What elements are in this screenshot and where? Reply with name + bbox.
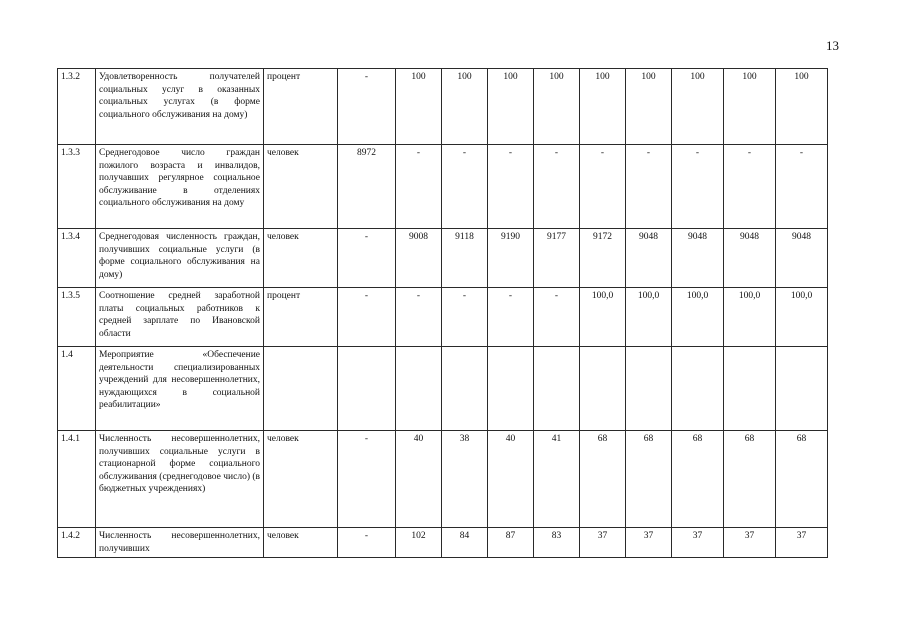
value-cell: 37 <box>724 528 776 558</box>
indicator-name-cell: Среднегодовое число граждан пожилого возраста и инвалидов, получавших регулярное социальное обслуживание в отделениях социального обслуживания на дому <box>96 145 264 229</box>
table-row <box>58 347 828 431</box>
indicator-name-cell: Соотношение средней заработной платы социальных работников к средней зарплате по Ивановской области <box>96 288 264 347</box>
indicator-name-cell: Мероприятие «Обеспечение деятельности специализированных учреждений для несовершеннолетних, нуждающихся в социальной реабилитации» <box>96 347 264 431</box>
value-cell <box>338 347 396 431</box>
value-cell <box>488 347 534 431</box>
row-number-cell: 1.3.2 <box>58 69 96 145</box>
table-row <box>58 69 828 145</box>
value-cell: 37 <box>672 528 724 558</box>
value-cell <box>776 347 828 431</box>
unit-cell: человек <box>264 145 338 229</box>
value-cell: - <box>488 145 534 229</box>
value-cell: 100 <box>672 69 724 145</box>
value-cell: 9118 <box>442 229 488 288</box>
value-cell: 83 <box>534 528 580 558</box>
value-cell: - <box>396 145 442 229</box>
unit-cell: человек <box>264 431 338 528</box>
value-cell: 68 <box>580 431 626 528</box>
indicators-table <box>57 68 828 558</box>
value-cell: 100 <box>442 69 488 145</box>
value-cell: - <box>338 431 396 528</box>
value-cell: 41 <box>534 431 580 528</box>
value-cell: 8972 <box>338 145 396 229</box>
value-cell: - <box>338 229 396 288</box>
row-number-cell: 1.3.4 <box>58 229 96 288</box>
value-cell <box>724 347 776 431</box>
table-row <box>58 431 828 528</box>
value-cell: 100 <box>626 69 672 145</box>
value-cell: - <box>626 145 672 229</box>
value-cell: - <box>776 145 828 229</box>
value-cell: - <box>724 145 776 229</box>
value-cell: 100,0 <box>626 288 672 347</box>
value-cell: 9177 <box>534 229 580 288</box>
row-number-cell: 1.4.2 <box>58 528 96 558</box>
unit-cell: человек <box>264 229 338 288</box>
table-row <box>58 288 828 347</box>
value-cell: 68 <box>626 431 672 528</box>
value-cell: 100,0 <box>776 288 828 347</box>
value-cell <box>672 347 724 431</box>
unit-cell: процент <box>264 69 338 145</box>
value-cell: 100,0 <box>724 288 776 347</box>
value-cell: 100,0 <box>672 288 724 347</box>
value-cell: 9190 <box>488 229 534 288</box>
value-cell: 37 <box>580 528 626 558</box>
value-cell: 38 <box>442 431 488 528</box>
value-cell <box>442 347 488 431</box>
value-cell: 9172 <box>580 229 626 288</box>
unit-cell <box>264 347 338 431</box>
value-cell: 100,0 <box>580 288 626 347</box>
row-number-cell: 1.3.5 <box>58 288 96 347</box>
value-cell: - <box>338 69 396 145</box>
value-cell: 40 <box>488 431 534 528</box>
value-cell <box>626 347 672 431</box>
unit-cell: процент <box>264 288 338 347</box>
value-cell: - <box>442 288 488 347</box>
row-number-cell: 1.4 <box>58 347 96 431</box>
value-cell: 102 <box>396 528 442 558</box>
page-number: 13 <box>826 38 839 53</box>
value-cell <box>580 347 626 431</box>
indicator-name-cell: Численность несовершеннолетних, получивших <box>96 528 264 558</box>
value-cell: 68 <box>672 431 724 528</box>
value-cell: 37 <box>776 528 828 558</box>
value-cell: 9048 <box>626 229 672 288</box>
value-cell: - <box>672 145 724 229</box>
value-cell: - <box>488 288 534 347</box>
value-cell: 40 <box>396 431 442 528</box>
value-cell: 100 <box>776 69 828 145</box>
value-cell: - <box>338 288 396 347</box>
table-row <box>58 145 828 229</box>
value-cell <box>396 347 442 431</box>
row-number-cell: 1.3.3 <box>58 145 96 229</box>
indicator-name-cell: Удовлетворенность получателей социальных услуг в оказанных социальных услугах (в форме социального обслуживания на дому) <box>96 69 264 145</box>
value-cell: - <box>534 145 580 229</box>
indicator-name-cell: Численность несовершеннолетних, получивших социальные услуги в стационарной форме социального обслуживания (среднегодовое число) (в бюджетных учреждениях) <box>96 431 264 528</box>
value-cell: 100 <box>534 69 580 145</box>
indicator-name-cell: Среднегодовая численность граждан, получивших социальные услуги (в форме социального обслуживания на дому) <box>96 229 264 288</box>
value-cell <box>534 347 580 431</box>
value-cell: 9048 <box>672 229 724 288</box>
value-cell: 84 <box>442 528 488 558</box>
value-cell: 9048 <box>724 229 776 288</box>
value-cell: 9048 <box>776 229 828 288</box>
table-row <box>58 229 828 288</box>
value-cell: - <box>338 528 396 558</box>
value-cell: 100 <box>488 69 534 145</box>
value-cell: - <box>442 145 488 229</box>
value-cell: 68 <box>776 431 828 528</box>
value-cell: 37 <box>626 528 672 558</box>
value-cell: 100 <box>724 69 776 145</box>
value-cell: 100 <box>396 69 442 145</box>
value-cell: 9008 <box>396 229 442 288</box>
value-cell: 68 <box>724 431 776 528</box>
unit-cell: человек <box>264 528 338 558</box>
value-cell: - <box>534 288 580 347</box>
value-cell: - <box>396 288 442 347</box>
table-row <box>58 528 828 558</box>
value-cell: 100 <box>580 69 626 145</box>
value-cell: 87 <box>488 528 534 558</box>
value-cell: - <box>580 145 626 229</box>
row-number-cell: 1.4.1 <box>58 431 96 528</box>
